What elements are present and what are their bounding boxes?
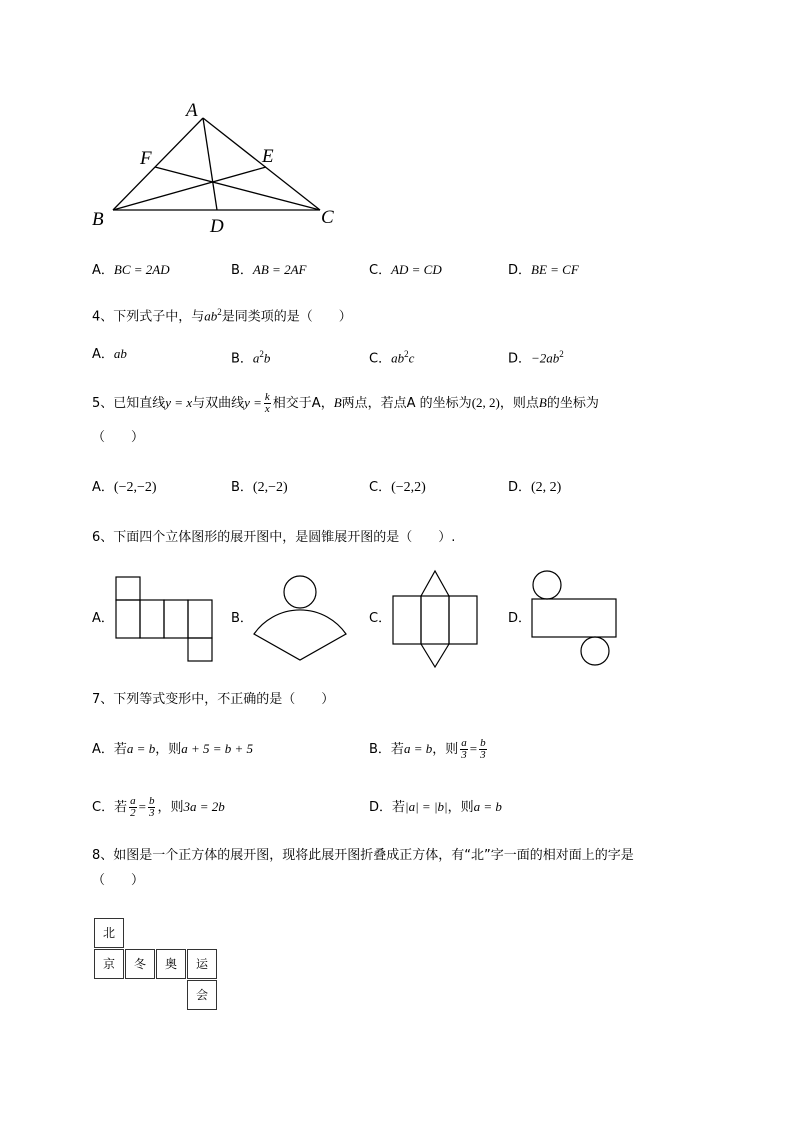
q8-stem: 8、如图是一个正方体的展开图，现将此展开图折叠成正方体，有“北”字一面的相对面上的字是 [92,848,634,863]
q4-stem: 4、下列式子中，与$ab^2$是同类项的是（ ） [92,307,352,325]
q4-option-d[interactable]: D．$-2ab^2$ [508,349,564,367]
cell-hui: 会 [187,980,217,1010]
label-c: C [321,207,334,228]
cone-net-figure [252,574,352,664]
q6-option-b-label[interactable]: B． [231,611,253,626]
q6-option-d-label[interactable]: D． [508,611,532,626]
q3-option-c[interactable]: C．AD = CD [369,262,442,278]
q5-option-b[interactable]: B．(2,−2) [231,480,288,495]
cell-dong: 冬 [125,949,155,979]
cube-net-figure [114,575,214,663]
q3-option-a[interactable]: A．BC = 2AD [92,262,170,278]
q3-option-b[interactable]: B．AB = 2AF [231,262,307,278]
cell-ao: 奥 [156,949,186,979]
q7-option-a[interactable]: A．若a = b，则a + 5 = b + 5 [92,741,254,757]
cell-yun: 运 [187,949,217,979]
q6-stem: 6、下面四个立体图形的展开图中，是圆锥展开图的是（ ）. [92,530,456,545]
q5-hyperbola-fraction: $\frac{k}{x}$ [264,391,270,415]
q4-option-a[interactable]: A．ab [92,346,127,362]
q7-option-c[interactable]: C．若 $\frac{a}{2}$ = $\frac{b}{3}$ ，则3a = 2b [92,795,225,819]
q5-stem: 5、已知直线y = x与双曲线y = $\frac{k}{x}$ 相交于A，B两点，若点A 的坐标为(2, 2)，则点B的坐标为 [92,391,599,415]
q5-option-a[interactable]: A．(−2,−2) [92,480,157,495]
q5-option-c[interactable]: C．(−2,2) [369,480,426,495]
q3-option-d[interactable]: D．BE = CF [508,262,579,278]
label-e: E [262,146,274,167]
q5-option-d[interactable]: D．(2, 2) [508,480,562,495]
cube-net-grid [94,918,219,1011]
q6-option-a-label[interactable]: A． [92,611,114,626]
label-f: F [140,148,152,169]
q7-option-d[interactable]: D．若|a| = |b|，则a = b [369,799,502,815]
cell-jing: 京 [94,949,124,979]
q4-option-c[interactable]: C．$ab^2c$ [369,349,415,367]
label-d: D [210,216,224,237]
triangle-figure [88,96,348,241]
side-ab [113,118,203,210]
segment-cf [155,167,320,210]
prism-net-figure [391,569,507,669]
label-b: B [92,209,104,230]
q6-option-c-label[interactable]: C． [369,611,392,626]
q7-stem: 7、下列等式变形中，不正确的是（ ） [92,692,335,707]
q5-paren: （ ） [92,430,145,445]
segment-be [113,167,266,210]
q8-paren: （ ） [92,873,145,888]
q4-option-b[interactable]: B．$a^2b$ [231,349,271,367]
cell-bei: 北 [94,918,124,948]
label-a: A [186,100,198,121]
segment-ad [203,118,217,210]
q7-option-b[interactable]: B．若a = b，则 $\frac{a}{3}$ = $\frac{b}{3}$ [369,737,486,761]
cylinder-net-figure [530,569,620,669]
